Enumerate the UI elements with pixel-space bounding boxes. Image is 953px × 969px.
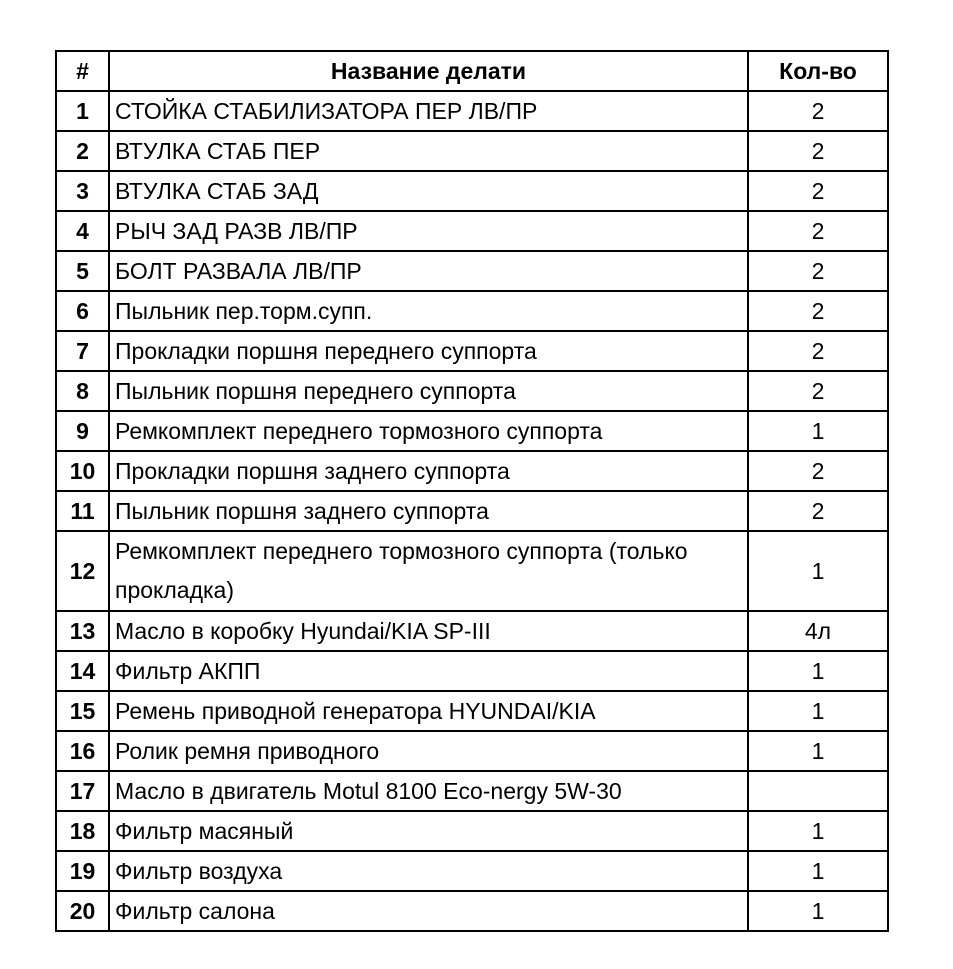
table-row xyxy=(56,851,888,891)
part-name: Ремень приводной генератора HYUNDAI/KIA xyxy=(109,691,748,731)
quantity: 2 xyxy=(748,171,888,211)
quantity: 1 xyxy=(748,411,888,451)
table-row xyxy=(56,91,888,131)
row-number: 17 xyxy=(56,771,109,811)
part-name: Масло в двигатель Motul 8100 Eco-nergy 5W-30 xyxy=(109,771,748,811)
header-number: # xyxy=(56,51,109,91)
table-header-row xyxy=(56,51,888,91)
quantity: 1 xyxy=(748,691,888,731)
table-row xyxy=(56,171,888,211)
table-row xyxy=(56,731,888,771)
header-quantity: Кол-во xyxy=(748,51,888,91)
part-name: Ремкомплект переднего тормозного суппорта xyxy=(109,411,748,451)
row-number: 2 xyxy=(56,131,109,171)
part-name: Ремкомплект переднего тормозного суппорта (только прокладка) xyxy=(109,531,748,611)
quantity: 2 xyxy=(748,211,888,251)
part-name: РЫЧ ЗАД РАЗВ ЛВ/ПР xyxy=(109,211,748,251)
row-number: 19 xyxy=(56,851,109,891)
row-number: 8 xyxy=(56,371,109,411)
part-name: Фильтр масяный xyxy=(109,811,748,851)
row-number: 14 xyxy=(56,651,109,691)
part-name: Фильтр воздуха xyxy=(109,851,748,891)
table-row xyxy=(56,371,888,411)
part-name: Прокладки поршня переднего суппорта xyxy=(109,331,748,371)
part-name: БОЛТ РАЗВАЛА ЛВ/ПР xyxy=(109,251,748,291)
quantity: 1 xyxy=(748,651,888,691)
row-number: 18 xyxy=(56,811,109,851)
table-row xyxy=(56,651,888,691)
row-number: 20 xyxy=(56,891,109,931)
quantity: 2 xyxy=(748,251,888,291)
table-row xyxy=(56,891,888,931)
part-name: Прокладки поршня заднего суппорта xyxy=(109,451,748,491)
quantity: 1 xyxy=(748,811,888,851)
part-name: Масло в коробку Hyundai/KIA SP-III xyxy=(109,611,748,651)
quantity: 2 xyxy=(748,291,888,331)
part-name: Фильтр АКПП xyxy=(109,651,748,691)
row-number: 16 xyxy=(56,731,109,771)
part-name: Ролик ремня приводного xyxy=(109,731,748,771)
row-number: 5 xyxy=(56,251,109,291)
quantity: 2 xyxy=(748,131,888,171)
part-name: Пыльник поршня заднего суппорта xyxy=(109,491,748,531)
row-number: 10 xyxy=(56,451,109,491)
row-number: 9 xyxy=(56,411,109,451)
row-number: 13 xyxy=(56,611,109,651)
part-name: ВТУЛКА СТАБ ЗАД xyxy=(109,171,748,211)
table-row xyxy=(56,611,888,651)
part-name: Пыльник поршня переднего суппорта xyxy=(109,371,748,411)
quantity: 1 xyxy=(748,531,888,611)
part-name: ВТУЛКА СТАБ ПЕР xyxy=(109,131,748,171)
row-number: 15 xyxy=(56,691,109,731)
row-number: 4 xyxy=(56,211,109,251)
part-name: СТОЙКА СТАБИЛИЗАТОРА ПЕР ЛВ/ПР xyxy=(109,91,748,131)
quantity: 1 xyxy=(748,891,888,931)
table-row xyxy=(56,811,888,851)
table-row xyxy=(56,251,888,291)
part-name: Фильтр салона xyxy=(109,891,748,931)
quantity xyxy=(748,771,888,811)
part-name: Пыльник пер.торм.супп. xyxy=(109,291,748,331)
table-row xyxy=(56,411,888,451)
row-number: 6 xyxy=(56,291,109,331)
header-part-name: Название делати xyxy=(109,51,748,91)
parts-table xyxy=(55,50,889,932)
table-row xyxy=(56,331,888,371)
quantity: 2 xyxy=(748,91,888,131)
table-row xyxy=(56,771,888,811)
quantity: 1 xyxy=(748,851,888,891)
row-number: 1 xyxy=(56,91,109,131)
quantity: 2 xyxy=(748,451,888,491)
table-row xyxy=(56,131,888,171)
table-row xyxy=(56,531,888,611)
quantity: 2 xyxy=(748,371,888,411)
table-row xyxy=(56,291,888,331)
quantity: 4л xyxy=(748,611,888,651)
row-number: 12 xyxy=(56,531,109,611)
table-row xyxy=(56,691,888,731)
row-number: 3 xyxy=(56,171,109,211)
table-row xyxy=(56,491,888,531)
table-row xyxy=(56,451,888,491)
quantity: 2 xyxy=(748,331,888,371)
row-number: 11 xyxy=(56,491,109,531)
quantity: 2 xyxy=(748,491,888,531)
table-row xyxy=(56,211,888,251)
quantity: 1 xyxy=(748,731,888,771)
row-number: 7 xyxy=(56,331,109,371)
